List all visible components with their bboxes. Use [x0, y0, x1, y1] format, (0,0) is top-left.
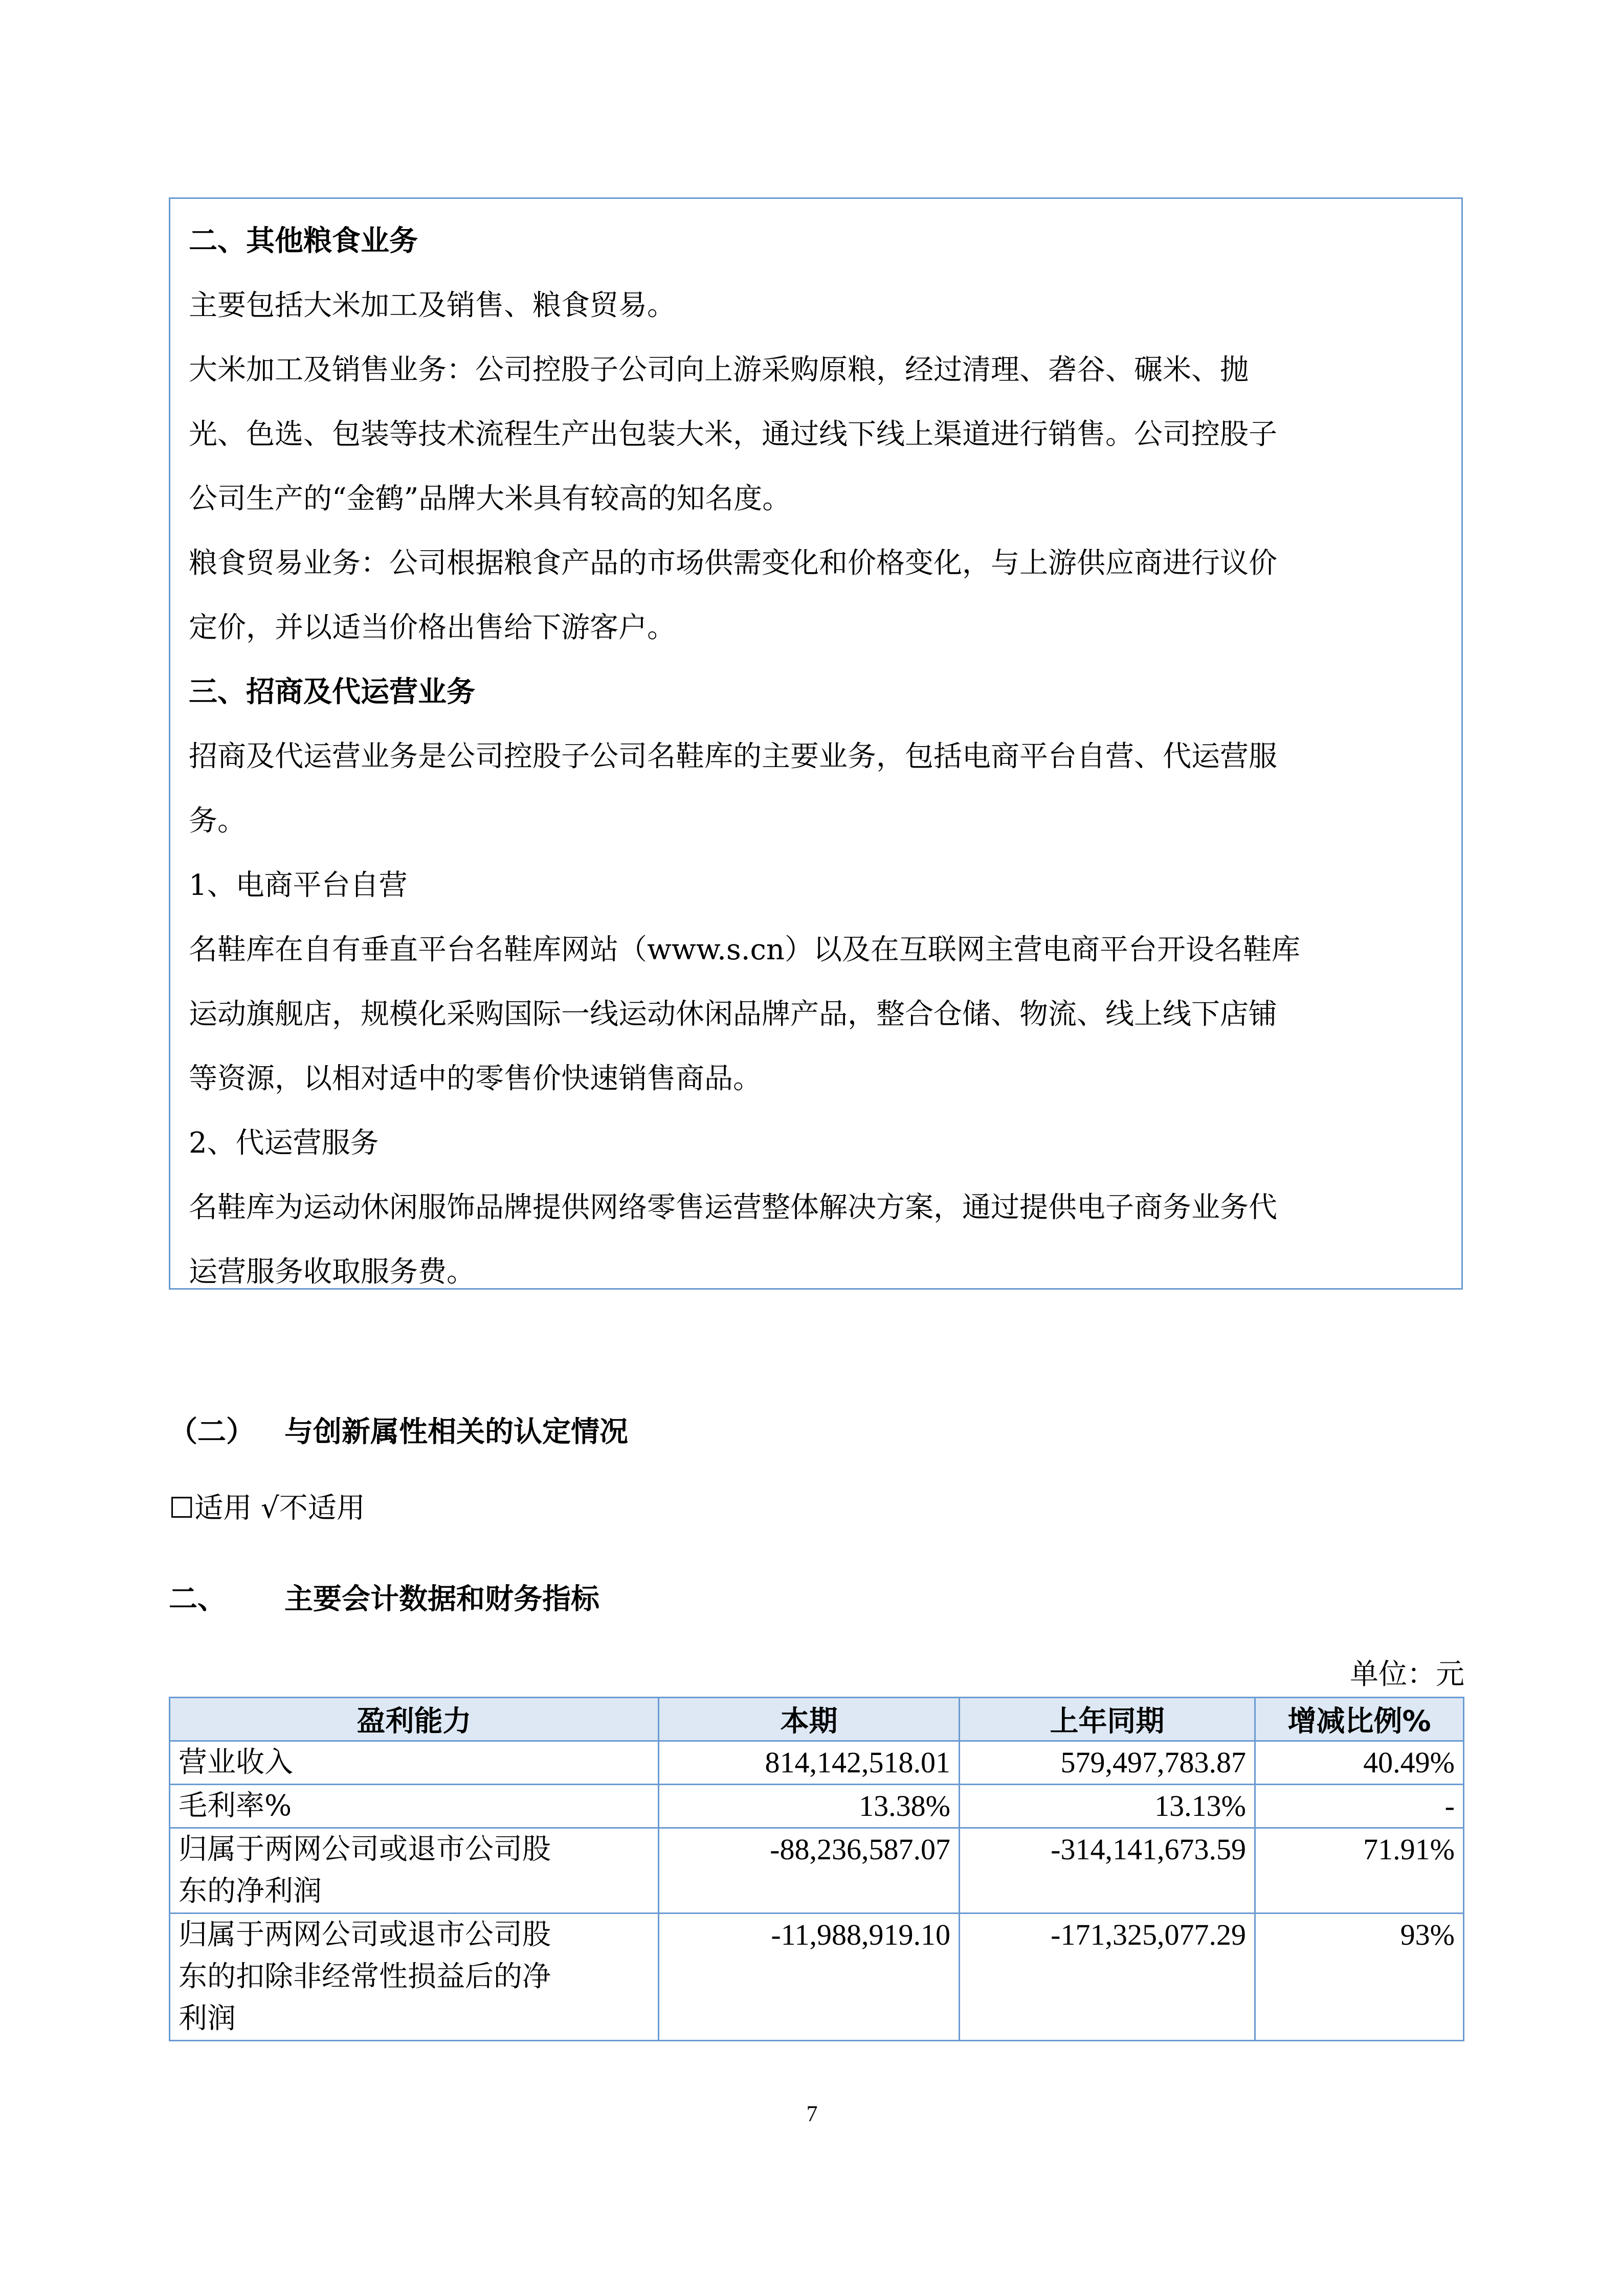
previous-value: 13.13% — [960, 1785, 1255, 1828]
current-value: 13.38% — [659, 1785, 960, 1828]
section-innovation-number: （二） — [169, 1415, 255, 1449]
business-description-box — [169, 197, 1463, 1290]
column-header-current-period: 本期 — [659, 1698, 960, 1741]
unit-label: 单位：元 — [1350, 1658, 1464, 1691]
box-text: 等资源，以相对适中的零售价快速销售商品。 — [189, 1062, 762, 1095]
box-heading-other-grain: 二、其他粮食业务 — [189, 224, 418, 258]
financial-indicators-table — [169, 1697, 1464, 2041]
row-label: 毛利率% — [170, 1785, 659, 1828]
column-header-prior-period: 上年同期 — [960, 1698, 1255, 1741]
row-label: 营业收入 — [170, 1741, 659, 1785]
change-value: 71.91% — [1255, 1828, 1464, 1914]
section-financial-number: 二、 — [169, 1583, 226, 1616]
section-financial-title: 主要会计数据和财务指标 — [284, 1583, 599, 1616]
previous-value: 579,497,783.87 — [960, 1741, 1255, 1785]
change-value: 40.49% — [1255, 1741, 1464, 1785]
previous-value: -171,325,077.29 — [960, 1914, 1255, 2041]
section-innovation-title: 与创新属性相关的认定情况 — [284, 1415, 628, 1449]
table-header-row — [170, 1698, 1464, 1741]
current-value: 814,142,518.01 — [659, 1741, 960, 1785]
current-value: -11,988,919.10 — [659, 1914, 960, 2041]
table-row — [170, 1785, 1464, 1828]
box-subheading-agency-operation: 2、代运营服务 — [189, 1127, 379, 1160]
box-text: 粮食贸易业务：公司根据粮食产品的市场供需变化和价格变化，与上游供应商进行议价 — [189, 547, 1277, 580]
table-row — [170, 1741, 1464, 1785]
table-row — [170, 1828, 1464, 1914]
row-label-line: 利润 — [179, 2002, 236, 2035]
box-text: 大米加工及销售业务：公司控股子公司向上游采购原粮，经过清理、砻谷、碾米、抛 — [189, 353, 1249, 387]
current-value: -88,236,587.07 — [659, 1828, 960, 1914]
box-text: 务。 — [189, 804, 246, 838]
table-row — [170, 1914, 1464, 2041]
box-text: 名鞋库为运动休闲服饰品牌提供网络零售运营整体解决方案，通过提供电子商务业务代 — [189, 1191, 1277, 1224]
box-text: 定价，并以适当价格出售给下游客户。 — [189, 611, 676, 644]
column-header-profitability: 盈利能力 — [170, 1698, 659, 1741]
box-subheading-self-operated: 1、电商平台自营 — [189, 869, 408, 902]
row-label — [170, 1828, 659, 1914]
previous-value: -314,141,673.59 — [960, 1828, 1255, 1914]
applicability-options: ☐适用 √不适用 — [169, 1492, 365, 1525]
box-text: 主要包括大米加工及销售、粮食贸易。 — [189, 289, 676, 322]
row-label — [170, 1914, 659, 2041]
box-text: 运营服务收取服务费。 — [189, 1255, 475, 1289]
box-heading-investment-operation: 三、招商及代运营业务 — [189, 676, 475, 709]
box-text: 运动旗舰店，规模化采购国际一线运动休闲品牌产品，整合仓储、物流、线上线下店铺 — [189, 998, 1277, 1031]
row-label-line: 东的净利润 — [179, 1875, 322, 1908]
page-number: 7 — [806, 2101, 818, 2126]
row-label-line: 归属于两网公司或退市公司股 — [179, 1833, 551, 1866]
column-header-change-percent: 增减比例% — [1255, 1698, 1464, 1741]
change-value: - — [1255, 1785, 1464, 1828]
row-label-line: 东的扣除非经常性损益后的净 — [179, 1960, 551, 1993]
change-value: 93% — [1255, 1914, 1464, 2041]
row-label-line: 归属于两网公司或退市公司股 — [179, 1918, 551, 1951]
box-text: 光、色选、包装等技术流程生产出包装大米，通过线下线上渠道进行销售。公司控股子 — [189, 418, 1277, 451]
box-text: 名鞋库在自有垂直平台名鞋库网站（www.s.cn）以及在互联网主营电商平台开设名鞋库 — [189, 933, 1300, 966]
box-text: 招商及代运营业务是公司控股子公司名鞋库的主要业务，包括电商平台自营、代运营服 — [189, 740, 1277, 773]
box-text: 公司生产的“金鹤”品牌大米具有较高的知名度。 — [189, 482, 791, 515]
